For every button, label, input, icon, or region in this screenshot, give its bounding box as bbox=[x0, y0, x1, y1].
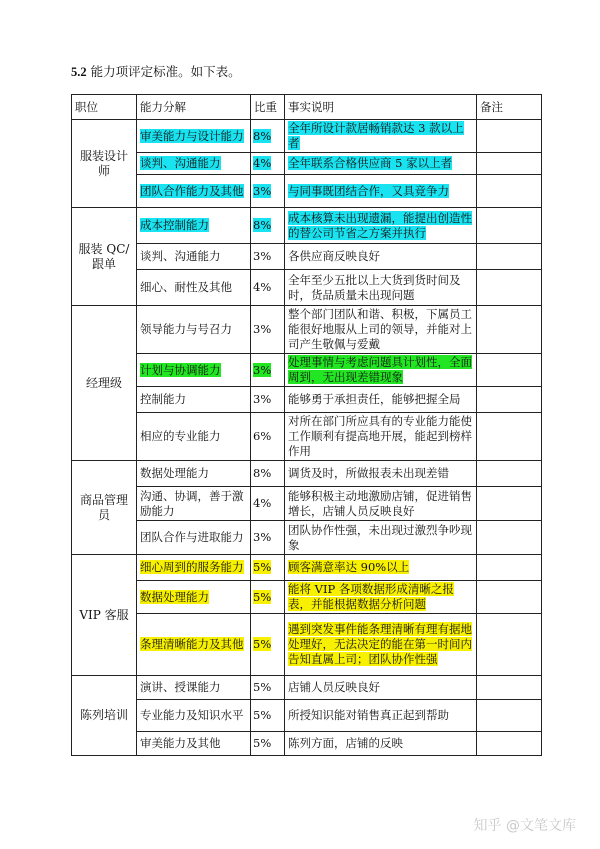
desc-cell-text: 所授知识能对销售真正起到帮助 bbox=[288, 708, 449, 722]
desc-cell-text: 顾客满意率达 90%以上 bbox=[288, 560, 410, 574]
table-row bbox=[72, 555, 542, 581]
desc-cell-text: 能够积极主动地激励店铺，促进销售增长，店铺人员反映良好 bbox=[288, 488, 472, 518]
ability-cell-text: 谈判、沟通能力 bbox=[140, 156, 221, 170]
note-cell bbox=[477, 732, 542, 756]
weight-cell bbox=[251, 153, 285, 175]
note-cell bbox=[477, 700, 542, 732]
note-cell bbox=[477, 208, 542, 244]
ability-cell-text: 团队合作与进取能力 bbox=[140, 530, 244, 544]
weight-cell bbox=[251, 555, 285, 581]
weight-cell-text: 5% bbox=[253, 637, 272, 651]
desc-cell bbox=[285, 354, 477, 387]
table-row bbox=[72, 614, 542, 676]
weight-cell bbox=[251, 208, 285, 244]
weight-cell bbox=[251, 614, 285, 676]
ability-cell bbox=[137, 461, 251, 487]
desc-cell-text: 调货及时，所做报表未出现差错 bbox=[288, 466, 449, 480]
position-cell: 服装设计师 bbox=[72, 120, 137, 208]
table-row bbox=[72, 306, 542, 354]
ability-cell-text: 细心、耐性及其他 bbox=[140, 280, 232, 294]
desc-cell-text: 遇到突发事件能条理清晰有理有据地处理好，无法决定的能在第一时间内告知直属上司；团队协作性强 bbox=[288, 622, 472, 666]
note-cell bbox=[477, 581, 542, 614]
desc-cell-text: 店铺人员反映良好 bbox=[288, 680, 380, 694]
table-row bbox=[72, 521, 542, 555]
ability-cell-text: 专业能力及知识水平 bbox=[140, 708, 244, 722]
table-body bbox=[72, 120, 542, 756]
weight-cell bbox=[251, 676, 285, 700]
table-row bbox=[72, 700, 542, 732]
weight-cell-text: 4% bbox=[253, 156, 272, 170]
ability-cell-text: 审美能力及其他 bbox=[140, 736, 221, 750]
weight-cell-text: 8% bbox=[253, 128, 272, 143]
ability-cell bbox=[137, 732, 251, 756]
header-ability: 能力分解 bbox=[137, 95, 251, 120]
desc-cell bbox=[285, 487, 477, 521]
note-cell bbox=[477, 153, 542, 175]
desc-cell-text: 能够勇于承担责任，能够把握全局 bbox=[288, 392, 461, 406]
position-cell: 商品管理员 bbox=[72, 461, 137, 555]
weight-cell-text: 3% bbox=[253, 249, 272, 263]
position-cell: VIP 客服 bbox=[72, 555, 137, 676]
desc-cell bbox=[285, 555, 477, 581]
ability-cell bbox=[137, 487, 251, 521]
note-cell bbox=[477, 614, 542, 676]
weight-cell-text: 3% bbox=[253, 530, 272, 544]
weight-cell bbox=[251, 461, 285, 487]
desc-cell bbox=[285, 244, 477, 270]
ability-cell bbox=[137, 120, 251, 153]
ability-cell-text: 谈判、沟通能力 bbox=[140, 249, 221, 263]
weight-cell bbox=[251, 244, 285, 270]
desc-cell-text: 与同事既团结合作，又具竞争力 bbox=[288, 183, 449, 198]
ability-cell bbox=[137, 175, 251, 208]
desc-cell-text: 整个部门团队和谐、积极，下属员工能很好地服从上司的领导，并能对上司产生敬佩与爱戴 bbox=[288, 307, 472, 351]
note-cell bbox=[477, 521, 542, 555]
ability-cell-text: 计划与协调能力 bbox=[140, 362, 221, 377]
ability-cell-text: 成本控制能力 bbox=[140, 218, 209, 232]
note-cell bbox=[477, 413, 542, 461]
weight-cell bbox=[251, 354, 285, 387]
desc-cell bbox=[285, 175, 477, 208]
header-weight: 比重 bbox=[251, 95, 285, 120]
weight-cell bbox=[251, 175, 285, 208]
table-row bbox=[72, 676, 542, 700]
table-row bbox=[72, 354, 542, 387]
desc-cell bbox=[285, 153, 477, 175]
table-row bbox=[72, 208, 542, 244]
desc-cell-text: 团队协作性强，未出现过激烈争吵现象 bbox=[288, 522, 472, 552]
position-cell: 服装 QC/跟单 bbox=[72, 208, 137, 306]
desc-cell-text: 陈列方面，店铺的反映 bbox=[288, 736, 403, 750]
evaluation-table bbox=[71, 94, 542, 756]
desc-cell bbox=[285, 270, 477, 306]
weight-cell bbox=[251, 487, 285, 521]
weight-cell-text: 4% bbox=[253, 496, 272, 510]
ability-cell bbox=[137, 700, 251, 732]
table-row bbox=[72, 120, 542, 153]
desc-cell bbox=[285, 732, 477, 756]
desc-cell bbox=[285, 120, 477, 153]
table-row bbox=[72, 387, 542, 413]
ability-cell bbox=[137, 208, 251, 244]
note-cell bbox=[477, 120, 542, 153]
desc-cell bbox=[285, 208, 477, 244]
ability-cell bbox=[137, 521, 251, 555]
weight-cell-text: 5% bbox=[253, 560, 272, 574]
weight-cell-text: 8% bbox=[253, 218, 272, 232]
note-cell bbox=[477, 270, 542, 306]
ability-cell-text: 相应的专业能力 bbox=[140, 429, 221, 443]
ability-cell bbox=[137, 676, 251, 700]
ability-cell-text: 团队合作能力及其他 bbox=[140, 183, 244, 198]
note-cell bbox=[477, 306, 542, 354]
weight-cell-text: 5% bbox=[253, 708, 272, 722]
desc-cell-text: 各供应商反映良好 bbox=[288, 249, 380, 263]
table-row bbox=[72, 487, 542, 521]
ability-cell-text: 领导能力与号召力 bbox=[140, 322, 232, 336]
weight-cell bbox=[251, 306, 285, 354]
table-row bbox=[72, 413, 542, 461]
ability-cell bbox=[137, 413, 251, 461]
desc-cell-text: 全年联系合格供应商 5 家以上者 bbox=[288, 156, 453, 170]
ability-cell bbox=[137, 614, 251, 676]
table-row bbox=[72, 581, 542, 614]
desc-cell-text: 能将 VIP 各项数据形成清晰之报表，并能根据数据分析问题 bbox=[288, 582, 454, 611]
desc-cell-text: 全年至少五批以上大货到货时间及时，货品质量未出现问题 bbox=[288, 272, 461, 302]
desc-cell-text: 成本核算未出现遗漏，能提出创造性的替公司节省之方案并执行 bbox=[288, 210, 472, 240]
desc-cell-text: 对所在部门所应具有的专业能力能使工作顺利有提高地开展，能起到榜样作用 bbox=[288, 414, 472, 458]
weight-cell bbox=[251, 387, 285, 413]
weight-cell bbox=[251, 120, 285, 153]
ability-cell-text: 沟通、协调，善于激励能力 bbox=[140, 488, 244, 518]
ability-cell bbox=[137, 306, 251, 354]
weight-cell-text: 5% bbox=[253, 589, 272, 604]
note-cell bbox=[477, 244, 542, 270]
desc-cell bbox=[285, 306, 477, 354]
desc-cell bbox=[285, 581, 477, 614]
ability-cell-text: 条理清晰能力及其他 bbox=[140, 637, 244, 651]
weight-cell-text: 3% bbox=[253, 322, 272, 336]
watermark: 知乎 @文笔文库 bbox=[473, 818, 576, 834]
ability-cell-text: 审美能力与设计能力 bbox=[140, 128, 244, 143]
weight-cell-text: 5% bbox=[253, 680, 272, 694]
table-row bbox=[72, 175, 542, 208]
table-header-row bbox=[72, 95, 542, 120]
weight-cell-text: 3% bbox=[253, 362, 272, 377]
weight-cell-text: 4% bbox=[253, 280, 272, 294]
ability-cell-text: 控制能力 bbox=[140, 392, 186, 406]
note-cell bbox=[477, 555, 542, 581]
ability-cell bbox=[137, 581, 251, 614]
weight-cell bbox=[251, 732, 285, 756]
ability-cell bbox=[137, 244, 251, 270]
desc-cell bbox=[285, 387, 477, 413]
table-row bbox=[72, 270, 542, 306]
note-cell bbox=[477, 487, 542, 521]
desc-cell bbox=[285, 521, 477, 555]
section-title: 能力项评定标准。如下表。 bbox=[86, 64, 241, 79]
note-cell bbox=[477, 175, 542, 208]
weight-cell-text: 5% bbox=[253, 736, 272, 750]
desc-cell bbox=[285, 676, 477, 700]
desc-cell bbox=[285, 413, 477, 461]
table-row bbox=[72, 153, 542, 175]
weight-cell bbox=[251, 413, 285, 461]
section-number: 5.2 bbox=[71, 65, 87, 79]
header-note: 备注 bbox=[477, 95, 542, 120]
desc-cell bbox=[285, 700, 477, 732]
ability-cell bbox=[137, 555, 251, 581]
ability-cell-text: 细心周到的服务能力 bbox=[140, 560, 244, 574]
position-cell: 陈列培训 bbox=[72, 676, 137, 756]
position-cell: 经理级 bbox=[72, 306, 137, 461]
note-cell bbox=[477, 354, 542, 387]
weight-cell-text: 3% bbox=[253, 392, 272, 406]
weight-cell-text: 8% bbox=[253, 466, 272, 480]
desc-cell bbox=[285, 614, 477, 676]
weight-cell-text: 3% bbox=[253, 183, 272, 198]
desc-cell bbox=[285, 461, 477, 487]
weight-cell bbox=[251, 270, 285, 306]
ability-cell-text: 演讲、授课能力 bbox=[140, 680, 221, 694]
note-cell bbox=[477, 461, 542, 487]
header-position: 职位 bbox=[72, 95, 137, 120]
note-cell bbox=[477, 676, 542, 700]
ability-cell-text: 数据处理能力 bbox=[140, 589, 209, 604]
table-row bbox=[72, 244, 542, 270]
section-heading bbox=[71, 64, 241, 80]
desc-cell-text: 处理事情与考虑问题具计划性，全面周到，无出现差错现象 bbox=[288, 355, 472, 384]
ability-cell bbox=[137, 387, 251, 413]
weight-cell bbox=[251, 581, 285, 614]
weight-cell-text: 6% bbox=[253, 429, 272, 443]
ability-cell bbox=[137, 153, 251, 175]
table-row bbox=[72, 732, 542, 756]
header-desc: 事实说明 bbox=[285, 95, 477, 120]
desc-cell-text: 全年所设计款居畅销款达 3 款以上者 bbox=[288, 121, 464, 150]
ability-cell-text: 数据处理能力 bbox=[140, 466, 209, 480]
ability-cell bbox=[137, 270, 251, 306]
weight-cell bbox=[251, 700, 285, 732]
note-cell bbox=[477, 387, 542, 413]
table-row bbox=[72, 461, 542, 487]
weight-cell bbox=[251, 521, 285, 555]
ability-cell bbox=[137, 354, 251, 387]
